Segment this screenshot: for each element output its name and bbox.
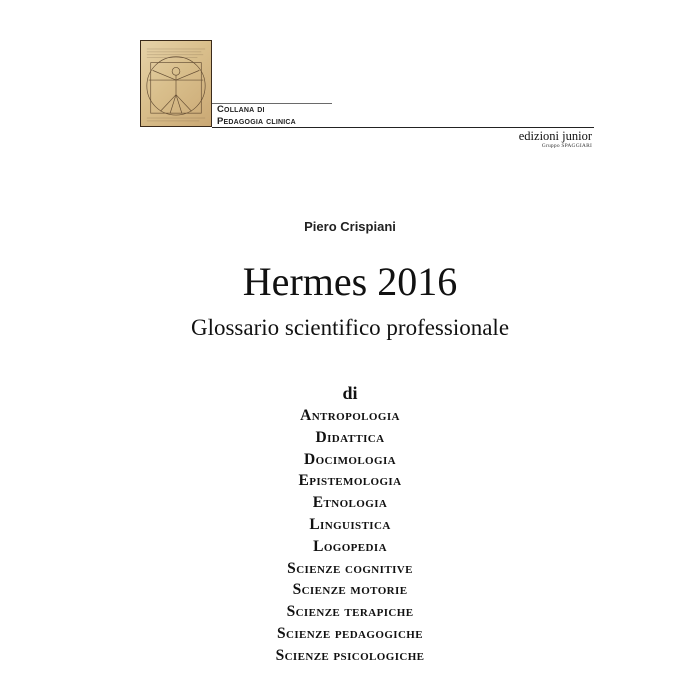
di-label: di [342, 383, 358, 403]
book-title: Hermes 2016 [242, 259, 458, 304]
series-title [217, 104, 296, 128]
publisher-logo [519, 130, 592, 150]
series-divider-bottom [212, 127, 594, 128]
author-name: Piero Crispiani [304, 219, 396, 234]
discipline-item: Scienze terapiche [286, 603, 414, 621]
publisher-group: Gruppo SPAGGIARI [541, 143, 592, 149]
discipline-item: Didattica [315, 428, 385, 446]
publisher-name: edizioni junior [518, 129, 592, 143]
discipline-item: Scienze cognitive [287, 559, 413, 577]
discipline-item: Epistemologia [298, 472, 402, 490]
discipline-item: Logopedia [313, 537, 387, 555]
discipline-item: Etnologia [312, 494, 388, 512]
vitruvian-man-drawing [141, 41, 211, 126]
discipline-list [0, 405, 700, 667]
book-subtitle: Glossario scientifico professionale [190, 315, 510, 340]
discipline-item: Antropologia [300, 407, 400, 424]
discipline-item: Linguistica [309, 515, 391, 533]
series-line-2: Pedagogia clinica [217, 116, 296, 127]
vitruvian-man-image [140, 40, 212, 127]
discipline-item: Scienze psicologiche [275, 646, 425, 664]
series-line-1: Collana di [217, 104, 265, 115]
discipline-item: Scienze motorie [292, 581, 408, 599]
discipline-item: Scienze pedagogiche [276, 624, 423, 642]
discipline-item: Docimologia [304, 450, 396, 468]
